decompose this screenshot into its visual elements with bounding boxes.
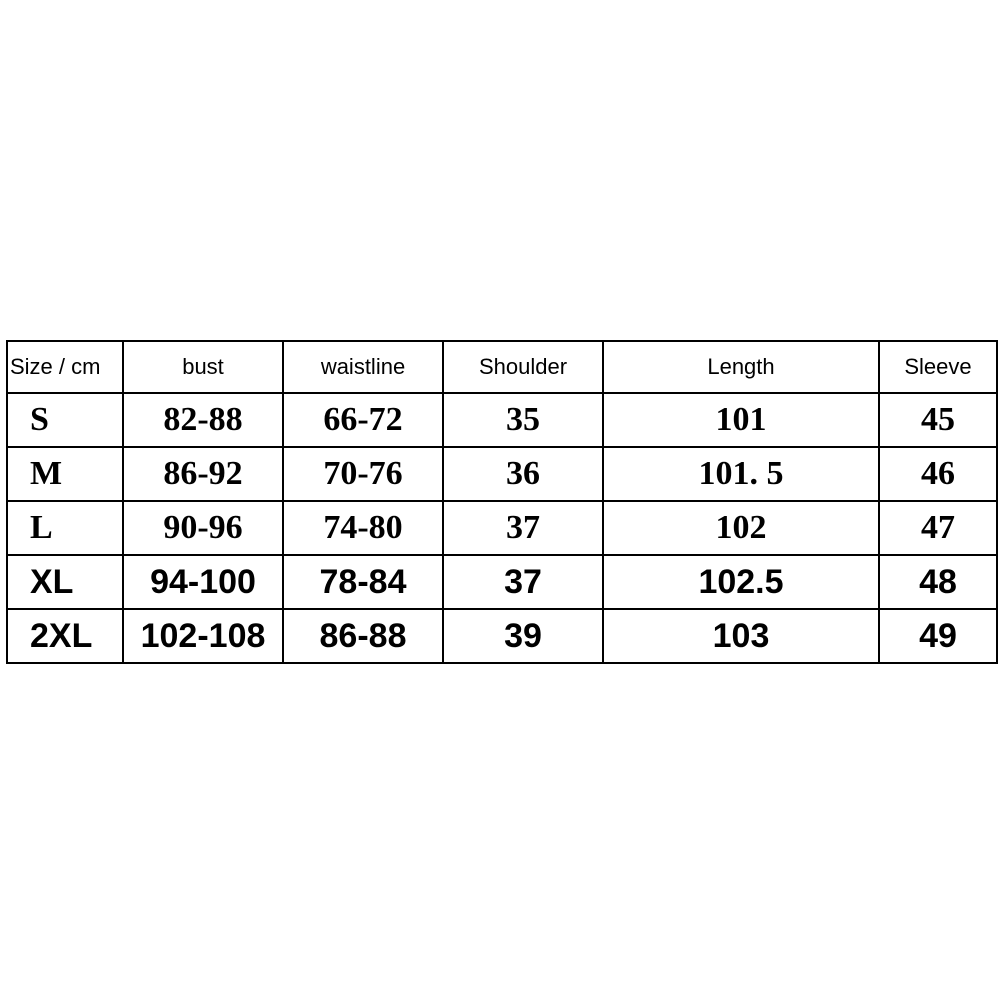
shoulder-cell: 37	[443, 555, 603, 609]
bust-cell: 102-108	[123, 609, 283, 663]
size-cell: S	[7, 393, 123, 447]
size-cell: XL	[7, 555, 123, 609]
waistline-cell: 70-76	[283, 447, 443, 501]
header-size: Size / cm	[7, 341, 123, 393]
length-cell: 102	[603, 501, 879, 555]
header-bust: bust	[123, 341, 283, 393]
sleeve-cell: 48	[879, 555, 997, 609]
waistline-cell: 86-88	[283, 609, 443, 663]
table-row	[7, 555, 997, 609]
header-length: Length	[603, 341, 879, 393]
length-cell: 102.5	[603, 555, 879, 609]
header-waistline: waistline	[283, 341, 443, 393]
waistline-cell: 66-72	[283, 393, 443, 447]
size-chart-table	[6, 340, 998, 664]
sleeve-cell: 47	[879, 501, 997, 555]
size-cell: M	[7, 447, 123, 501]
waistline-cell: 78-84	[283, 555, 443, 609]
size-cell: 2XL	[7, 609, 123, 663]
sleeve-cell: 45	[879, 393, 997, 447]
shoulder-cell: 39	[443, 609, 603, 663]
table-row	[7, 447, 997, 501]
shoulder-cell: 35	[443, 393, 603, 447]
table-row	[7, 609, 997, 663]
table-row	[7, 501, 997, 555]
length-cell: 101	[603, 393, 879, 447]
header-row	[7, 341, 997, 393]
sleeve-cell: 46	[879, 447, 997, 501]
bust-cell: 82-88	[123, 393, 283, 447]
table-row	[7, 393, 997, 447]
length-cell: 101. 5	[603, 447, 879, 501]
bust-cell: 90-96	[123, 501, 283, 555]
header-sleeve: Sleeve	[879, 341, 997, 393]
size-cell: L	[7, 501, 123, 555]
shoulder-cell: 36	[443, 447, 603, 501]
bust-cell: 94-100	[123, 555, 283, 609]
bust-cell: 86-92	[123, 447, 283, 501]
header-shoulder: Shoulder	[443, 341, 603, 393]
length-cell: 103	[603, 609, 879, 663]
sleeve-cell: 49	[879, 609, 997, 663]
shoulder-cell: 37	[443, 501, 603, 555]
waistline-cell: 74-80	[283, 501, 443, 555]
